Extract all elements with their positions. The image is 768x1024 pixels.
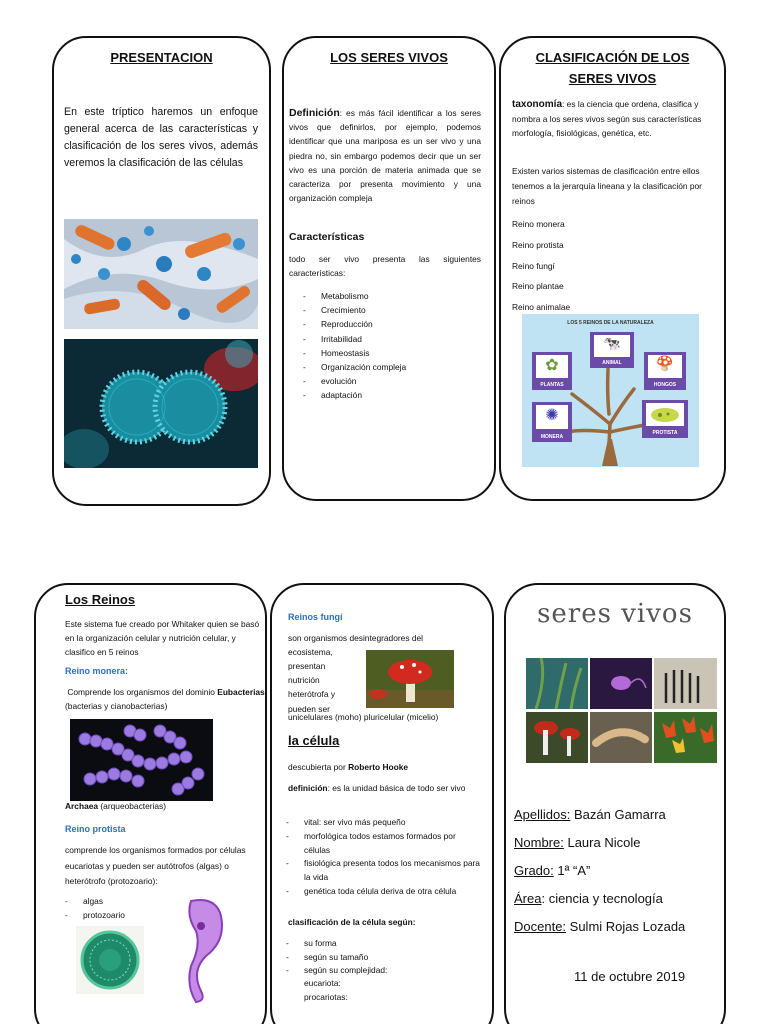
list-item: - su forma bbox=[272, 937, 484, 951]
sistemas-text: Existen varios sistemas de clasificación entre ellos tenemos a la jerarquía lineana y la clasificación por reinos bbox=[512, 166, 702, 206]
list-item: - Metabolismo bbox=[289, 289, 479, 303]
list-item: - según su tamaño bbox=[272, 951, 484, 965]
hongos-box bbox=[644, 352, 686, 390]
clasif-sub: eucariota: procariotas: bbox=[304, 978, 348, 1002]
list-item: - adaptación bbox=[289, 388, 479, 402]
protist-icon bbox=[646, 403, 684, 426]
diatom-image bbox=[76, 926, 144, 994]
caracteristicas-intro: todo ser vivo presenta las siguientes características: bbox=[289, 254, 481, 279]
monera-title: Reino monera: bbox=[65, 666, 129, 676]
panel-presentacion bbox=[52, 36, 271, 506]
list-item: - evolución bbox=[289, 374, 479, 388]
panel-seres-vivos bbox=[282, 36, 496, 501]
portada-title: seres vivos bbox=[537, 599, 693, 629]
cow-icon: 🐄 bbox=[594, 335, 630, 357]
eubacteria-image bbox=[70, 719, 213, 801]
animal-box bbox=[590, 332, 634, 368]
panel-portada bbox=[504, 583, 726, 1024]
animal-label: ANIMAL bbox=[602, 360, 622, 366]
protista-list bbox=[51, 894, 171, 922]
reinos-intro: Este sistema fue creado por Whitaker quien se basó en la organización celular y nutrición celular, y clasifico en 5 reinos bbox=[65, 619, 260, 658]
celula-title: la célula bbox=[288, 733, 340, 748]
clasif-list bbox=[272, 937, 484, 978]
taxonomia-label: taxonomía bbox=[512, 99, 563, 110]
protista-title: Reino protista bbox=[65, 824, 126, 834]
list-item: - Irritabilidad bbox=[289, 332, 479, 346]
clasificacion-title: CLASIFICACIÓN DE LOS SERES VIVOS bbox=[535, 50, 690, 86]
caracteristicas-title: Características bbox=[289, 231, 365, 243]
list-item: Reino monera bbox=[512, 219, 565, 229]
list-item: Reino plantae bbox=[512, 281, 564, 292]
definicion-label: Definición bbox=[289, 107, 340, 119]
plantas-label: PLANTAS bbox=[540, 382, 564, 388]
seres-vivos-title: LOS SERES VIVOS bbox=[330, 50, 448, 65]
field-area: Área: ciencia y tecnología bbox=[514, 891, 663, 906]
list-item: Reino animalae bbox=[512, 302, 571, 313]
field-grado: Grado: 1ª “A” bbox=[514, 863, 591, 878]
presentacion-text: En este tríptico haremos un enfoque general acerca de las características y clasificación de los seres vivos, además veremos la clasificación de las células bbox=[64, 106, 258, 169]
field-docente: Docente: Sulmi Rojas Lozada bbox=[514, 919, 686, 934]
panel-fungi-celula bbox=[270, 583, 494, 1024]
descubierta-text: descubierta por Roberto Hooke bbox=[288, 762, 409, 772]
protozoa-image bbox=[171, 896, 233, 1004]
reinos-title: Los Reinos bbox=[65, 592, 136, 607]
list-item: Reino protista bbox=[512, 239, 564, 250]
celula-tipos-list bbox=[272, 816, 484, 899]
taxonomia-paragraph bbox=[512, 97, 712, 141]
list-item: - morfológica todos estamos formados por células bbox=[272, 830, 484, 858]
list-item: - vital: ser vivo más pequeño bbox=[272, 816, 484, 830]
protista-text: comprende los organismos formados por células eucariotas y pueden ser autótrofos (algas) o heterótrofo (protozoario): bbox=[65, 845, 246, 886]
list-item: - algas bbox=[51, 894, 171, 908]
clasif-title: clasificación de la célula según: bbox=[288, 917, 416, 927]
reinos-list bbox=[512, 214, 570, 318]
list-item: - fisiológica presenta todos los mecanismos para la vida bbox=[272, 857, 484, 885]
panel-clasificacion bbox=[499, 36, 726, 501]
field-nombre: Nombre: Laura Nicole bbox=[514, 835, 641, 850]
field-apellidos: Apellidos: Bazán Gamarra bbox=[514, 807, 666, 822]
list-item: - Crecimiento bbox=[289, 303, 479, 317]
diagram-title: LOS 5 REINOS DE LA NATURALEZA bbox=[567, 320, 654, 326]
caracteristicas-list bbox=[289, 289, 479, 403]
cinco-reinos-diagram bbox=[522, 314, 699, 467]
plant-icon: ✿ bbox=[536, 355, 568, 378]
fungi-wrap: presentan nutrición heterótrofa y pueden ser bbox=[288, 661, 336, 714]
monera-box bbox=[532, 402, 572, 442]
celula-definicion: definición: es la unidad básica de todo ser vivo bbox=[288, 783, 466, 793]
definicion-text: : es más fácil identificar a los seres vivos que definirlos, por ejemplo, podemos identificar que una mariposa es un ser vivo y una piedra no, sin embargo podemos decir que un ser vivo es una porción de materia animada que se caracteriza por presenta movimiento y una organización compleja bbox=[289, 108, 481, 204]
mushroom-image bbox=[366, 650, 454, 708]
monera-text: Comprende los organismos del dominio Eubacterias (bacterias y cianobacterias) bbox=[65, 687, 265, 712]
plantas-box bbox=[532, 352, 572, 390]
collage-image bbox=[526, 658, 717, 763]
fungi-line1: son organismos desintegradores del ecosistema, bbox=[288, 633, 424, 658]
monera-label: MONERA bbox=[540, 434, 564, 440]
list-item: - genética toda célula deriva de otra célula bbox=[272, 885, 484, 899]
hongos-label: HONGOS bbox=[653, 382, 677, 388]
list-item: - protozoario bbox=[51, 908, 171, 922]
presentacion-title: PRESENTACION bbox=[110, 50, 213, 65]
bacteria-image bbox=[64, 219, 258, 329]
protista-label: PROTISTA bbox=[652, 430, 678, 436]
list-item: - Reproducción bbox=[289, 317, 479, 331]
definicion-paragraph bbox=[289, 106, 481, 205]
panel-los-reinos bbox=[34, 583, 267, 1024]
list-item: Reino fungí bbox=[512, 260, 555, 271]
taxonomia-text: : es la ciencia que ordena, clasifica y nombra a los seres vivos según sus características morfología, fisiológicas, genética, etc. bbox=[512, 99, 702, 139]
archaea-text: Archaea (arqueobacterias) bbox=[65, 801, 167, 811]
mushroom-icon: 🍄 bbox=[648, 355, 682, 378]
virus-icon: ✺ bbox=[536, 405, 568, 429]
list-item: - Organización compleja bbox=[289, 360, 479, 374]
list-item: - según su complejidad: bbox=[272, 964, 484, 978]
protista-box bbox=[642, 400, 688, 438]
fungi-last: unicelulares (moho) pluricelular (micelio) bbox=[288, 712, 439, 722]
virus-image bbox=[64, 339, 258, 468]
portada-date: 11 de octubre 2019 bbox=[574, 969, 686, 984]
list-item: - Homeostasis bbox=[289, 346, 479, 360]
fungi-title: Reinos fungí bbox=[288, 612, 343, 622]
